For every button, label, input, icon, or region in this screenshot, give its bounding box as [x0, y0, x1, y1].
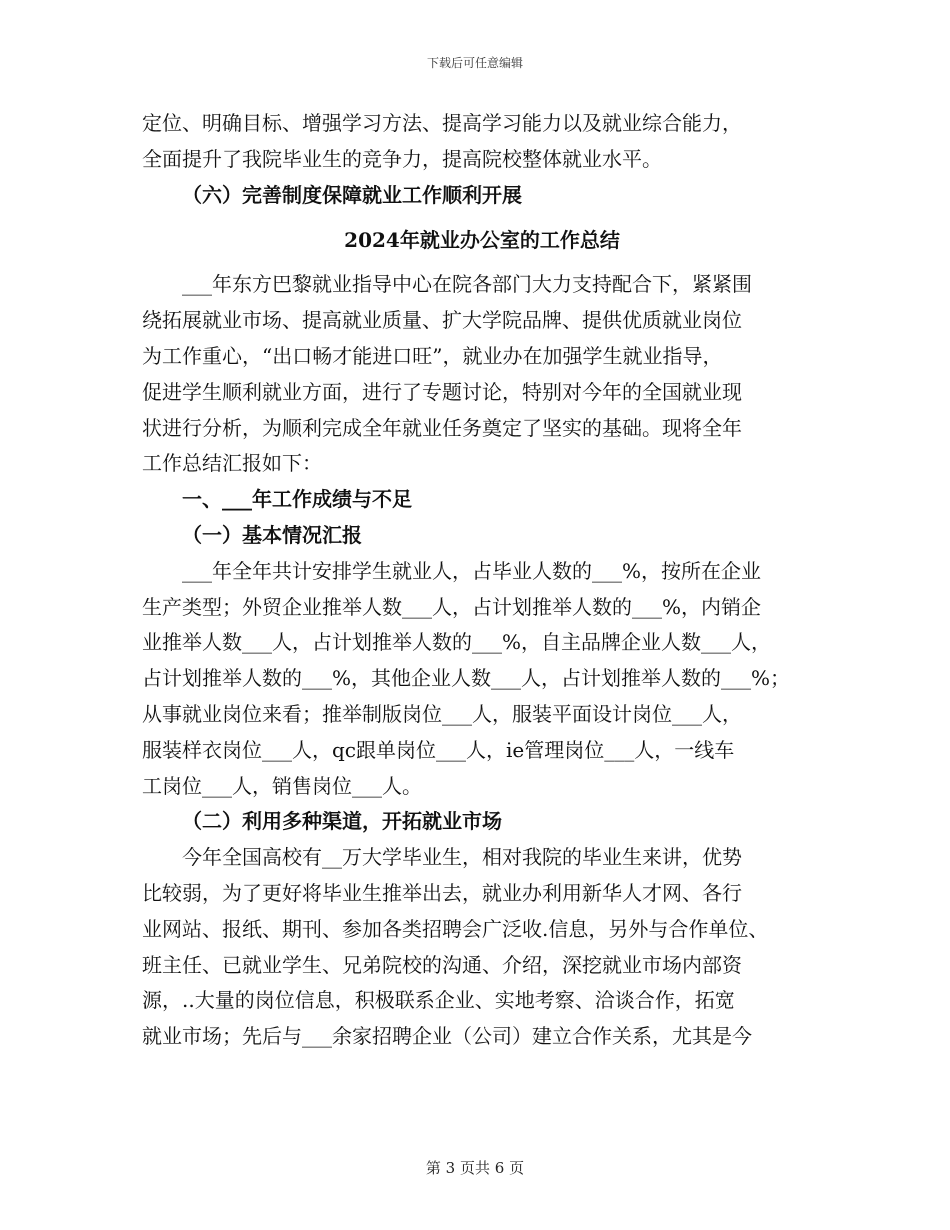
document-title: 2024年就业办公室的工作总结: [344, 228, 620, 253]
body-line: 业推举人数___人，占计划推举人数的___%，自主品牌企业人数___人，: [142, 630, 772, 655]
body-line: 源，..大量的岗位信息，积极联系企业、实地考察、洽谈合作，拓宽: [142, 988, 735, 1013]
body-line: 为工作重心，“出口畅才能进口旺”，就业办在加强学生就业指导，: [142, 343, 723, 368]
body-line: 工岗位___人，销售岗位___人。: [142, 773, 422, 798]
section-heading: （六）完善制度保障就业工作顺利开展: [182, 182, 522, 207]
body-line: 状进行分析，为顺利完成全年就业任务奠定了坚实的基础。现将全年: [142, 415, 742, 440]
subsection-heading: （二）利用多种渠道，开拓就业市场: [182, 809, 502, 834]
body-line: 从事就业岗位来看；推举制版岗位___人，服装平面设计岗位___人，: [142, 701, 742, 726]
body-line: 生产类型；外贸企业推举人数___人，占计划推举人数的___%，内销企: [142, 594, 762, 619]
body-line: ___年全年共计安排学生就业人，占毕业人数的___%，按所在企业: [182, 558, 762, 583]
body-line: 服装样衣岗位___人，qc跟单岗位___人，ie管理岗位___人，一线车: [142, 737, 735, 762]
body-line: 比较弱，为了更好将毕业生推举出去，就业办利用新华人才网、各行: [142, 880, 742, 905]
body-line: 班主任、已就业学生、兄弟院校的沟通、介绍，深挖就业市场内部资: [142, 952, 742, 977]
subsection-heading: （一）基本情况汇报: [182, 522, 362, 547]
body-line: 就业市场；先后与___余家招聘企业（公司）建立合作关系，尤其是今: [142, 1024, 752, 1049]
page-footer: 第 3 页共 6 页: [425, 1159, 525, 1177]
body-line: ___年东方巴黎就业指导中心在院各部门大力支持配合下，紧紧围: [182, 272, 752, 297]
body-line: 占计划推举人数的___%，其他企业人数___人，占计划推举人数的___%；: [142, 666, 791, 691]
body-line: 工作总结汇报如下：: [142, 451, 322, 476]
body-line: 促进学生顺利就业方面，进行了专题讨论，特别对今年的全国就业现: [142, 379, 742, 404]
body-line: 今年全国高校有__万大学毕业生，相对我院的毕业生来讲，优势: [182, 845, 742, 870]
body-line: 绕拓展就业市场、提高就业质量、扩大学院品牌、提供优质就业岗位: [142, 308, 742, 333]
page-header: 下载后可任意编辑: [426, 56, 523, 70]
body-line: 业网站、报纸、期刊、参加各类招聘会广泛收.信息，另外与合作单位、: [142, 916, 769, 941]
body-line: 全面提升了我院毕业生的竞争力，提高院校整体就业水平。: [142, 146, 662, 171]
section-heading: 一、___年工作成绩与不足: [182, 487, 412, 512]
body-line: 定位、明确目标、增强学习方法、提高学习能力以及就业综合能力，: [142, 111, 742, 135]
document-body: [142, 106, 822, 1055]
